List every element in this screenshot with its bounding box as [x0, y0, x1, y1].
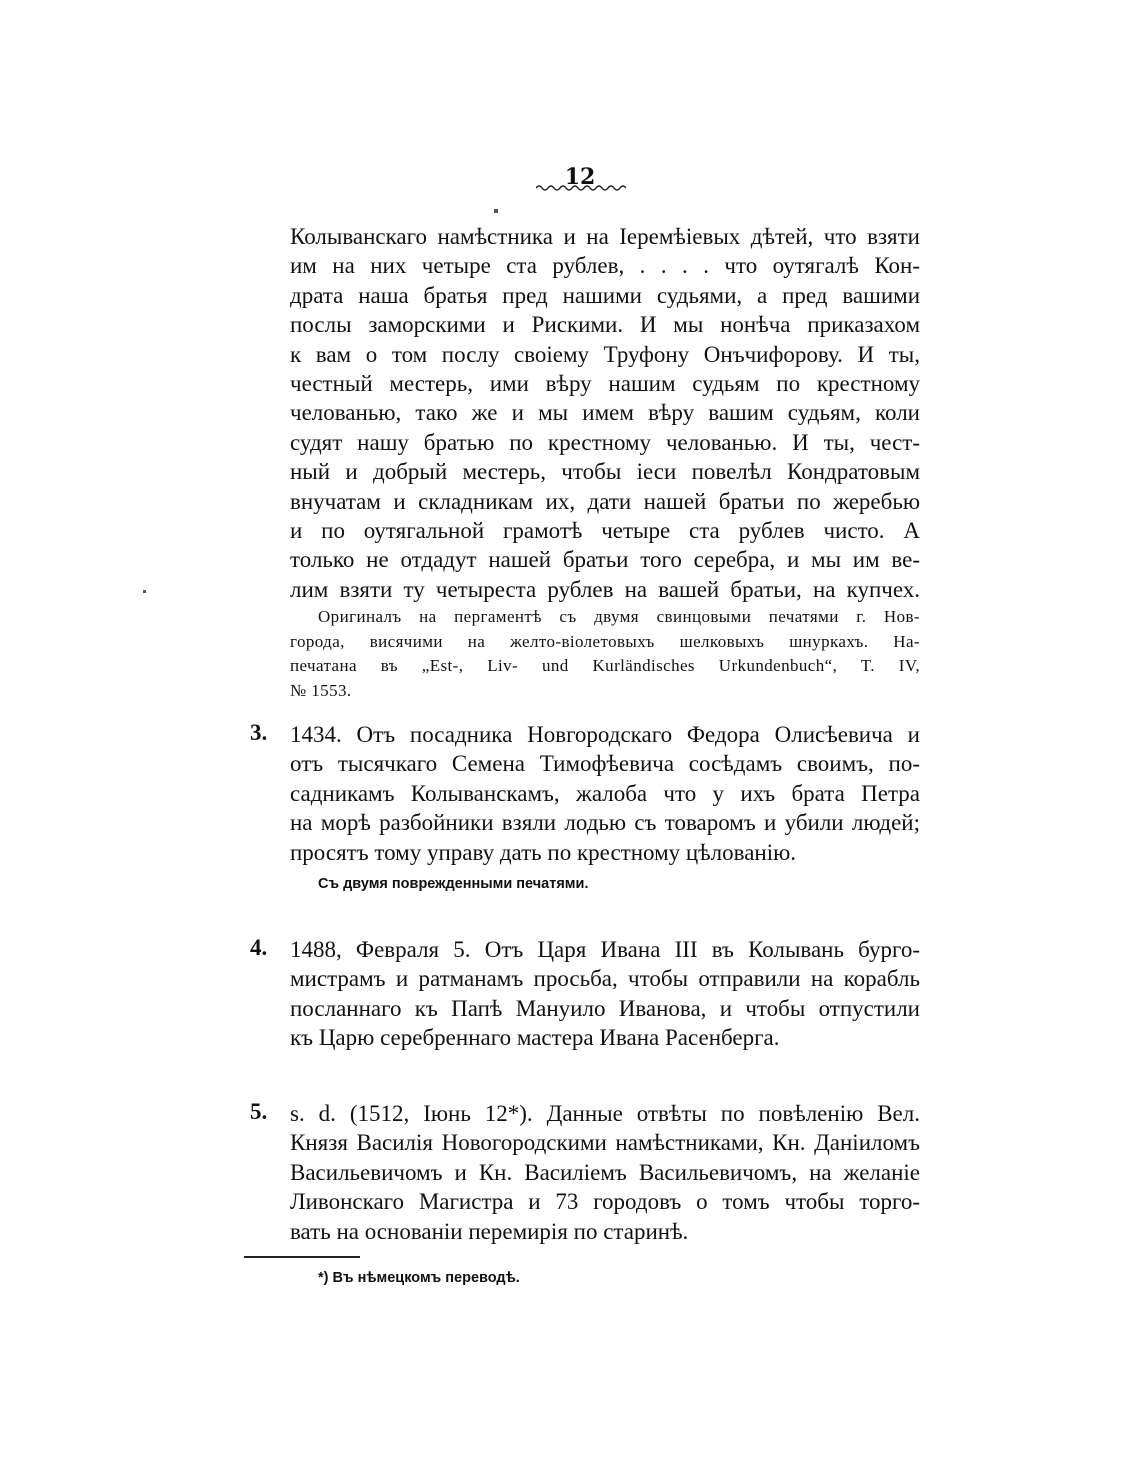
- text-line: им на них четыре ста рублев, . . . . что оутягалѣ Кон-: [290, 253, 920, 279]
- text-line: Колыванскаго намѣстника и на Іеремѣіевых дѣтей, что взяти: [290, 224, 920, 249]
- print-speck: [143, 590, 146, 593]
- text-line: только не отдадут нашей братьи того серебра, и мы им ве-: [290, 547, 920, 573]
- text-line: 1434. Отъ посадника Новгородскаго Федора Олисѣевича и: [290, 722, 920, 747]
- entry-5-text: [290, 1099, 920, 1246]
- entry-4-text: [290, 935, 920, 1053]
- text-line: к вам о том послу своіему Труфону Онъчифорову. И ты,: [290, 341, 920, 367]
- text-line: мистрамъ и ратманамъ просьба, чтобы отправили на корабль: [290, 966, 920, 992]
- note-line: города, висячими на желто-віолетовыхъ шелковыхъ шнуркахъ. На-: [290, 631, 920, 651]
- text-line: вать на основаніи перемирія по старинѣ.: [290, 1218, 689, 1244]
- text-line: 1488, Февраля 5. Отъ Царя Ивана III въ Колывань бурго-: [290, 937, 920, 962]
- text-line: ный и добрый местерь, чтобы іеси повелѣл Кондратовым: [290, 459, 920, 485]
- text-line: лим взяти ту четыреста рублев на вашей братьи, на купчех.: [290, 576, 920, 602]
- entry-number: 3.: [250, 720, 268, 745]
- text-line: внучатам и складникам их, дати нашей братьи по жеребью: [290, 488, 920, 514]
- entry-3-text: [290, 720, 920, 867]
- text-line: Васильевичомъ и Кн. Василіемъ Васильевичомъ, на желаніе: [290, 1159, 920, 1185]
- continuation-text: [290, 222, 920, 604]
- page-number: 12: [564, 164, 596, 190]
- text-line: садникамъ Колыванскамъ, жалоба что у ихъ брата Петра: [290, 780, 920, 806]
- text-line: s. d. (1512, Іюнь 12*). Данные отвѣты по повѣленію Вел.: [290, 1101, 920, 1126]
- source-note: [290, 605, 920, 703]
- text-line: просятъ тому управу дать по крестному цѣлованію.: [290, 839, 797, 865]
- text-line: Князя Василія Новогородскими намѣстниками, Кн. Даніиломъ: [290, 1130, 920, 1156]
- text-line: честный местерь, ими вѣру нашим судьям по крестному: [290, 371, 920, 397]
- entry-number: 5.: [250, 1099, 268, 1124]
- text-line: къ Царю серебреннаго мастера Ивана Расенберга.: [290, 1025, 780, 1051]
- footnote: *) Въ нѣмецкомъ переводѣ.: [318, 1270, 520, 1286]
- text-line: послы заморскими и Рискими. И мы нонѣча приказахом: [290, 312, 920, 338]
- entry-number: 4.: [250, 935, 268, 960]
- text-line: Ливонскаго Магистра и 73 городовъ о томъ чтобы торго-: [290, 1189, 920, 1215]
- note-line: № 1553.: [290, 680, 352, 700]
- note-line: печатана въ „Est-, Liv- und Kurländisches Urkundenbuch“, T. IV,: [290, 656, 920, 676]
- print-speck: [494, 209, 498, 213]
- note-line: Оригиналъ на пергаментѣ съ двумя свинцовыми печатями г. Нов-: [318, 607, 920, 626]
- text-line: челованью, тако же и мы имем вѣру вашим судьям, коли: [290, 400, 920, 426]
- entry-3-note: Съ двумя поврежденными печатями.: [318, 876, 589, 892]
- text-line: драта наша братья пред нашими судьями, а пред вашими: [290, 282, 920, 308]
- text-line: судят нашу братью по крестному челованью. И ты, чест-: [290, 429, 920, 455]
- text-line: отъ тысячкаго Семена Тимофѣевича сосѣдамъ своимъ, по-: [290, 751, 920, 777]
- text-line: на морѣ разбойники взяли лодью съ товаромъ и убили людей;: [290, 810, 920, 836]
- text-line: посланнаго къ Папѣ Мануило Иванова, и чтобы отпустили: [290, 995, 920, 1021]
- page-number-ornament: [536, 183, 626, 193]
- text-line: и по оутягальной грамотѣ четыре ста рублев чисто. А: [290, 518, 920, 544]
- footnote-rule: [244, 1256, 360, 1258]
